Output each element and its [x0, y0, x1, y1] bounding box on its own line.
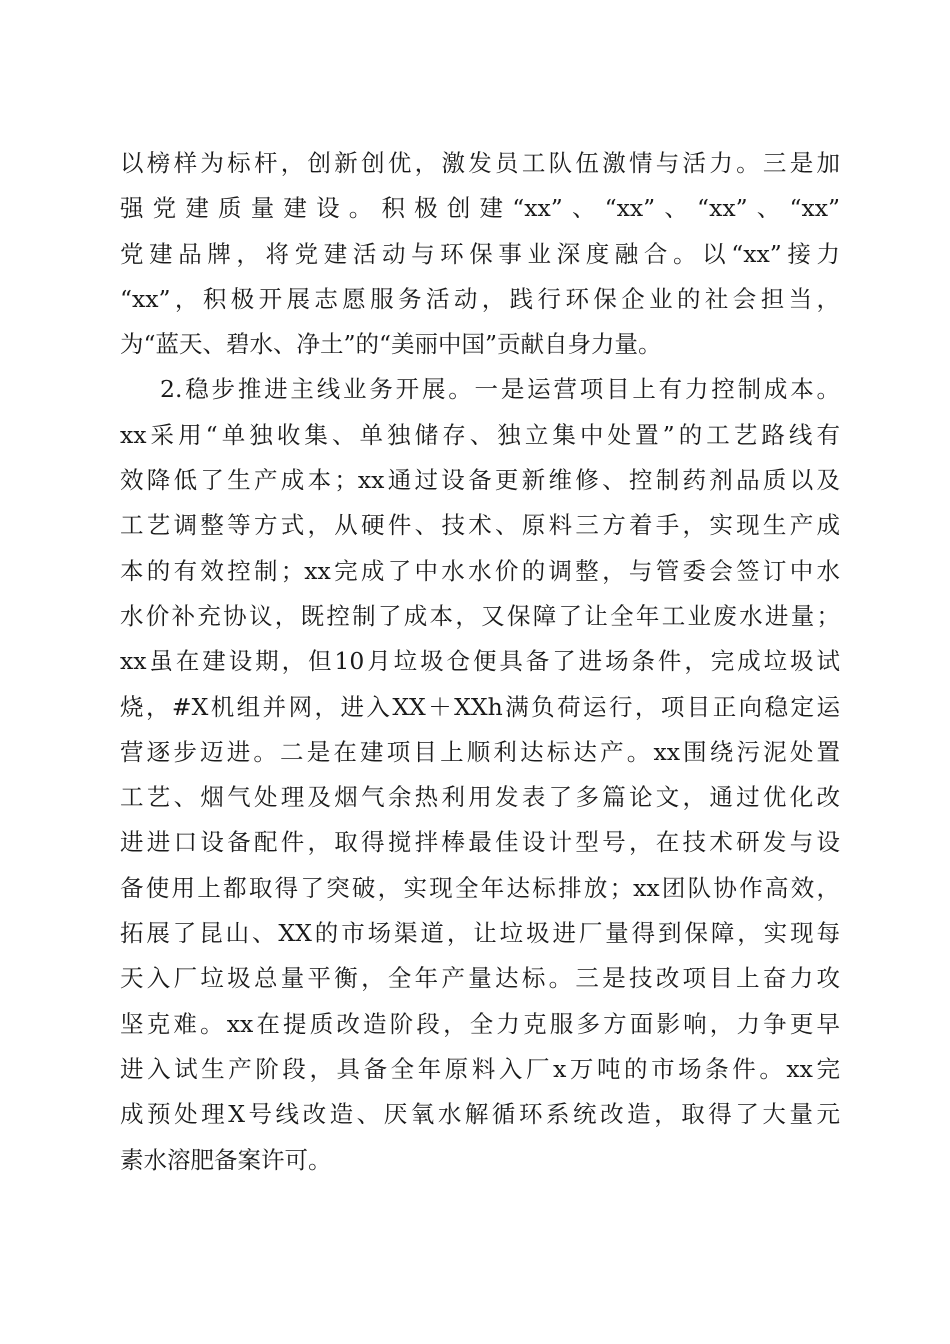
text-line: 天入厂垃圾总量平衡，全年产量达标。三是技改项目上奋力攻	[120, 964, 840, 993]
body-text	[120, 141, 840, 1183]
text-line: 本的有效控制；xx完成了中水水价的调整，与管委会签订中水	[120, 556, 840, 585]
text-line: 2.稳步推进主线业务开展。一是运营项目上有力控制成本。	[160, 375, 840, 404]
text-line: xx采用“单独收集、单独储存、独立集中处置”的工艺路线有	[120, 420, 840, 449]
text-line: 为“蓝天、碧水、净土”的“美丽中国”贡献自身力量。	[120, 330, 662, 359]
text-line: 营逐步迈进。二是在建项目上顺利达标达产。xx围绕污泥处置	[120, 737, 840, 766]
text-line: 烧，#X机组并网，进入XX＋XXh满负荷运行，项目正向稳定运	[120, 692, 840, 721]
text-line: 强党建质量建设。积极创建“xx”、“xx”、“xx”、“xx”	[120, 194, 840, 223]
text-line: 素水溶肥备案许可。	[120, 1145, 332, 1174]
text-line: 坚克难。xx在提质改造阶段，全力克服多方面影响，力争更早	[120, 1009, 840, 1038]
paragraph-1	[120, 141, 840, 367]
paragraph-2	[120, 367, 840, 1182]
text-line: 进入试生产阶段，具备全年原料入厂x万吨的市场条件。xx完	[120, 1054, 840, 1083]
text-line: 备使用上都取得了突破，实现全年达标排放；xx团队协作高效，	[120, 873, 840, 902]
text-line: “xx”，积极开展志愿服务活动，践行环保企业的社会担当，	[120, 284, 840, 313]
text-line: 工艺、烟气处理及烟气余热利用发表了多篇论文，通过优化改	[120, 783, 840, 812]
text-line: 工艺调整等方式，从硬件、技术、原料三方着手，实现生产成	[120, 511, 840, 540]
text-line: 进进口设备配件，取得搅拌棒最佳设计型号，在技术研发与设	[120, 828, 840, 857]
text-line: 成预处理X号线改造、厌氧水解循环系统改造，取得了大量元	[120, 1100, 840, 1129]
text-line: xx虽在建设期，但10月垃圾仓便具备了进场条件，完成垃圾试	[120, 647, 840, 676]
text-line: 拓展了昆山、XX的市场渠道，让垃圾进厂量得到保障，实现每	[120, 919, 840, 948]
text-line: 以榜样为标杆，创新创优，激发员工队伍激情与活力。三是加	[120, 149, 840, 177]
text-line: 效降低了生产成本；xx通过设备更新维修、控制药剂品质以及	[120, 466, 840, 495]
text-line: 水价补充协议，既控制了成本，又保障了让全年工业废水进量；	[120, 601, 840, 630]
text-line: 党建品牌，将党建活动与环保事业深度融合。以“xx”接力	[120, 239, 840, 268]
